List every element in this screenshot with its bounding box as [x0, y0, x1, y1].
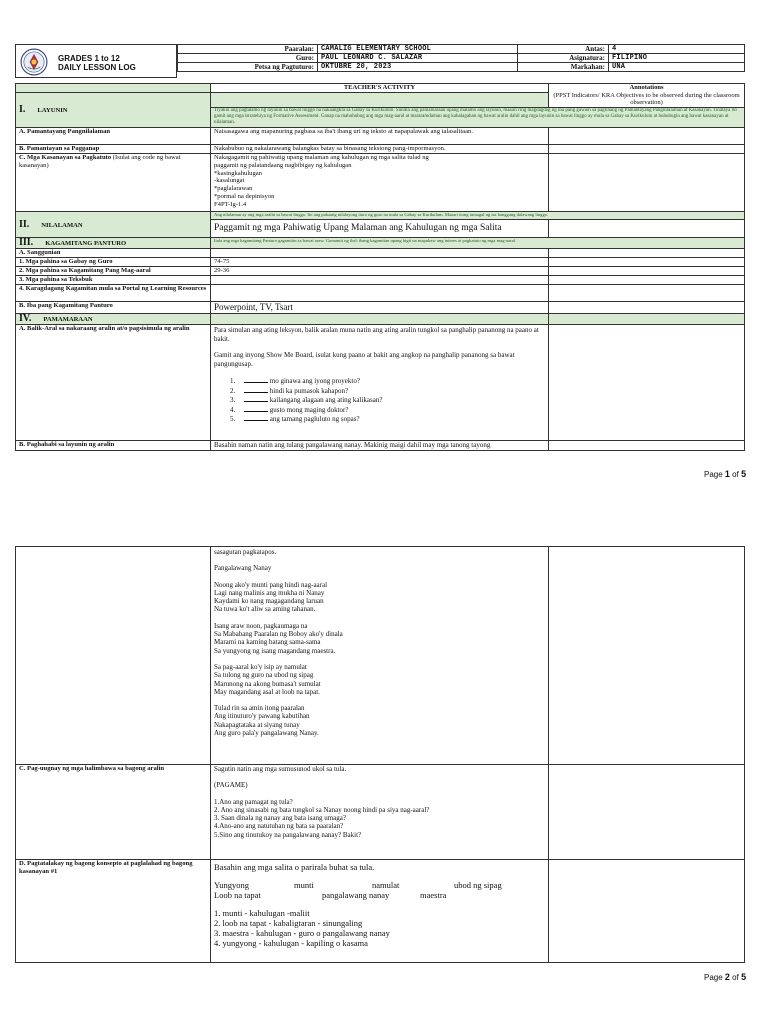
balik-aral-item: 2. hindi ka pumasok kahapon?: [230, 386, 349, 395]
teksbuk-value: [211, 276, 549, 285]
kagamitan-instruction: Itala ang mga kagamitang Panturo gagamitin sa bawat araw. Gumamit ng iba't ibang kagamitan upang higit na mapukaw ang interes at pagkatuto ng mga mag-aaral.: [211, 238, 745, 249]
poem-line: Isang araw noon, pagkaumaga na: [214, 621, 308, 630]
pamantayan-pagganap-value: Nakabubuo ng nakalarawang balangkas batay sa binasang tekstong pang-impormasyon.: [211, 145, 549, 154]
lesson-table-page-1: [15, 83, 745, 451]
title-line-1: GRADES 1 to 12: [58, 54, 120, 63]
question-item: 2. Ano ang sinasabi ng bata tungkol sa Nanay noong hindi pa siya nag-aaral?: [214, 805, 430, 814]
kasanayan-label: C. Mga Kasanayan sa Pagkatuto: [19, 154, 112, 161]
poem-line: Nakapagtataka at siyang tunay: [214, 720, 300, 729]
balik-aral-value: Para simulan ang ating leksyon, balik aralan muna natin ang ating aralin tungkol sa panghalip pananong na paano at bakit. Gamit ang inyong Show Me Board, isulat kung paano at bakit ang angkop na panghalip pananong sa bawat pangungusap. 1. mo ginawa ang iyong proyekto? 2. hindi ka pumasok kahapon? 3. kailangang alagaan ang ating kalikasan? 4. gusto mong maging doktor? 5. ang tamang pagluluto ng sopas?: [211, 325, 549, 441]
poem-cell: sasagutan pagkatapos. Pangalawang Nanay Noong ako'y munti pang hindi nag-aaral Lagi nang malinis ang mukha ni Nanay Kaydami ko nang magagandang laruan Na tuwa ko't aliw sa aming tahanan. Isang araw noon, pagkaumaga na Sa Mababang Paaralan ng Boboy ako'y dinala Marami na kaming batang sama-sama Sa yungyong ng isang magandang maestra. Sa pag-aaral ko'y isip ay namulat Sa tulong ng guro na ubod ng sipag Marunong na akong bumasa't sumulat May magandang asal at loob na tapat. Tulad rin sa amin itong paaralan Ang itinuturo'y pawang kabutihan Nakapagtataka at siyang tunay Ang guro pala'y pangalawang Nanay.: [211, 547, 549, 765]
balik-aral-label: A. Balik-Aral sa nakaraang aralin at/o pagsisimula ng aralin: [16, 325, 211, 441]
poem-line: Lagi nang malinis ang mukha ni Nanay: [214, 588, 325, 597]
section-pamamaraan: IV. PAMAMARAAN: [16, 314, 211, 325]
antas-label: Antas:: [518, 45, 609, 54]
balik-aral-item: 4. gusto mong maging doktor?: [230, 405, 349, 414]
poem-line: Marami na kaming batang sama-sama: [214, 638, 321, 647]
guro-value: PAUL LEONARD C. SALAZAR: [318, 54, 518, 63]
sanggunian-label: A. Sanggunian: [16, 249, 211, 258]
pamantayang-pangnilalaman-value: Naisasagawa ang mapanuring pagbasa sa iba't ibang uri ng teksto at napapalawak ang talasalitaan.: [211, 128, 549, 145]
paghahabi-label: B. Paghahabi sa layunin ng aralin: [16, 441, 211, 451]
kagamitang-mag-aaral-label: 2. Mga pahina sa Kagamitang Pang Mag-aaral: [16, 267, 211, 276]
poem-line: Ang guro pala'y pangalawang Nanay.: [214, 729, 319, 738]
page-number-1: Page 1 of 5: [704, 469, 747, 479]
lesson-table-page-2: [15, 546, 745, 963]
kagamitang-mag-aaral-value: 29-36: [211, 267, 549, 276]
header-info-table: [177, 44, 745, 72]
gabay-guro-label: 1. Mga pahina sa Gabay ng Guro: [16, 258, 211, 267]
poem-line: Sa tulong ng guro na ubod ng sipag: [214, 671, 314, 680]
nilalaman-value: Paggamit ng mga Pahiwatig Upang Malaman ang Kahulugan ng mga Salita: [211, 220, 549, 238]
pamantayang-pangnilalaman-label: A. Pamantayang Pangnilalaman: [16, 128, 211, 145]
poem-line: Sa pag-aaral ko'y isip ay namulat: [214, 662, 307, 671]
word-row-1: Yungyong munti namulat ubod ng sipag: [214, 880, 502, 890]
iba-pang-kagamitan-label: B. Iba pang Kagamitang Panturo: [16, 302, 211, 314]
poem-line: Ang itinuturo'y pawang kabutihan: [214, 712, 310, 721]
paghahabi-value: Basahin naman natin ang tulang pangalawang nanay. Makinig maigi dahil may mga tanong tayong: [211, 441, 549, 451]
answer-item: 4. yungyong - kahulugan - kapiling o kasama: [214, 938, 368, 948]
pag-uugnay-label: C. Pag-uugnay ng mga halimbawa sa bagong aralin: [16, 765, 211, 860]
teksbuk-label: 3. Mga pahina sa Teksbuk: [16, 276, 211, 285]
guro-label: Guro:: [178, 54, 318, 63]
portal-label: 4. Karagdagang Kagamitan mula sa Portal ng Learning Resources: [16, 285, 211, 302]
poem-line: Na tuwa ko't aliw sa aming tahanan.: [214, 605, 316, 614]
question-item: 1.Ano ang pamagat ng tula?: [214, 797, 293, 806]
nilalaman-instruction: Ang nilalaman ay ang mga aralin sa bawat linggo. Ito ang pakaang nilalayong ituro ng guro na mula sa Gabay sa Kurikulum. Maaari itong tumagal ng isa hanggang dalawang linggo.: [211, 212, 745, 220]
section-nilalaman: II. NILALAMAN: [16, 212, 211, 238]
markahan-value: UNA: [609, 63, 745, 72]
markahan-label: Markahan:: [518, 63, 609, 72]
title-line-2: DAILY LESSON LOG: [58, 63, 136, 72]
answer-item: 1. munti - kahulugan -maliit: [214, 908, 310, 918]
header-logo-block: [15, 44, 177, 78]
pag-uugnay-value: Sagutin natin ang mga sumusunod ukol sa tula. (PAGAME) 1.Ano ang pamagat ng tula? 2. Ano ang sinasabi ng bata tungkol sa Nanay noong hindi pa siya nag-aaral? 3. Saan dinala ng nanay ang bata isang umaga? 4.Ano-ano ang natutuhan ng bata sa paaralan? 5.Sino ang tinutukoy na pangalawang nanay? Bakit?: [211, 765, 549, 860]
paaralan-value: CAMALIG ELEMENTARY SCHOOL: [318, 45, 518, 54]
annotations-header: Annotations (PPST Indicators/ KRA Objectives to be observed during the classroom observation): [549, 84, 745, 108]
page-number-2: Page 2 of 5: [704, 972, 747, 982]
poem-line: Sa Mababang Paaralan ng Boboy ako'y dinala: [214, 630, 343, 639]
poem-line: Marunong na akong bumasa't sumulat: [214, 679, 321, 688]
paaralan-label: Paaralan:: [178, 45, 318, 54]
portal-value: [211, 285, 549, 302]
section-layunin: I. LAYUNIN: [16, 93, 211, 128]
section-kagamitan: III. KAGAMITANG PANTURO: [16, 238, 211, 249]
kasanayan-label-cell: [16, 154, 211, 212]
answer-item: 3. maestra - kahulugan - guro o pangalawang nanay: [214, 928, 390, 938]
petsa-label: Petsa ng Pagtuturo:: [178, 63, 318, 72]
deped-seal-icon: [20, 48, 48, 76]
answer-item: 2. loob na tapat - kabaligtaran - sinungaling: [214, 918, 363, 928]
kasanayan-value: Nakagagamit ng pahiwatig upang malaman ang kahulugan ng mga salita tulad ng paggamit ng palatandaang nagbibigay ng kahulugan *kasingkahulugan -kasalungat *paglalarawan *pormal na depinisyon F4PT-Ig-1.4: [211, 154, 549, 212]
antas-value: 4: [609, 45, 745, 54]
poem-line: Kaydami ko nang magagandang laruan: [214, 597, 324, 606]
question-item: 4.Ano-ano ang natutuhan ng bata sa paaralan?: [214, 822, 344, 831]
pamantayan-pagganap-label: B. Pamantayan sa Pagganap: [16, 145, 211, 154]
question-item: 5.Sino ang tinutukoy na pangalawang nanay? Bakit?: [214, 830, 362, 839]
balik-aral-item: 1. mo ginawa ang iyong proyekto?: [230, 377, 360, 385]
asignatura-value: FILIPINO: [609, 54, 745, 63]
asignatura-label: Asignatura:: [518, 54, 609, 63]
petsa-value: OKTUBRE 20, 2023: [318, 63, 518, 72]
word-row-2: Loob na tapat pangalawang nanay maestra: [214, 890, 447, 900]
poem-line: Tulad rin sa amin itong paaralan: [214, 704, 305, 713]
iba-pang-kagamitan-value: Powerpoint, TV, Tsart: [211, 302, 549, 314]
layunin-instruction: Tiyakin ang pagtatamo ng layunin sa bawat linggo na nakaangkla sa Gabay sa Kurikulum. Sundin ang pamamaraan upang matamo ang layunin, maaari ring magdagdag ng iba pang gawain sa paglinang ng Pamantayang Pangnilalaman at Kasanayan. Tinataya ito gamit ang mga istratehiya ng Formative Assessment. Ganap na mahuhubog ang mga mag-aaral at mararamdaman ang kahalagahan ng bawat aralin dahil ang mga layunin sa bawat linggo ay mula sa Gabay sa Kurikulum at huhubugin ang bawat kasanayan at nilalaman.: [211, 108, 745, 128]
poem-line: Noong ako'y munti pang hindi nag-aaral: [214, 580, 328, 589]
pagtatalakay-label: D. Pagtatalakay ng bagong konsepto at paglalahad ng bagong kasanayan #1: [16, 860, 211, 963]
poem-line: Sa yungyong ng isang magandang maestra.: [214, 646, 336, 655]
gabay-guro-value: 74-75: [211, 258, 549, 267]
teachers-activity-header: TEACHER'S ACTIVITY: [211, 84, 549, 93]
pagtatalakay-value: Basahin ang mga salita o parirala buhat sa tula. Yungyong munti namulat ubod ng sipag Loob na tapat pangalawang nanay maestra 1. munti - kahulugan -maliit 2. loob na tapat - kabaligtaran - sinungaling 3. maestra - kahulugan - guro o pangalawang nanay 4. yungyong - kahulugan - kapiling o kasama: [211, 860, 549, 963]
balik-aral-item: 3. kailangang alagaan ang ating kalikasan?: [230, 396, 383, 404]
balik-aral-item: 5. ang tamang pagluluto ng sopas?: [230, 415, 360, 423]
poem-line: May magandang asal at loob na tapat.: [214, 687, 320, 696]
question-item: 3. Saan dinala ng nanay ang bata isang umaga?: [214, 814, 346, 823]
poem-title: Pangalawang Nanay: [214, 564, 272, 573]
kasanayan-note: (Isulat ang code ng bawat kasanayan): [19, 154, 181, 169]
